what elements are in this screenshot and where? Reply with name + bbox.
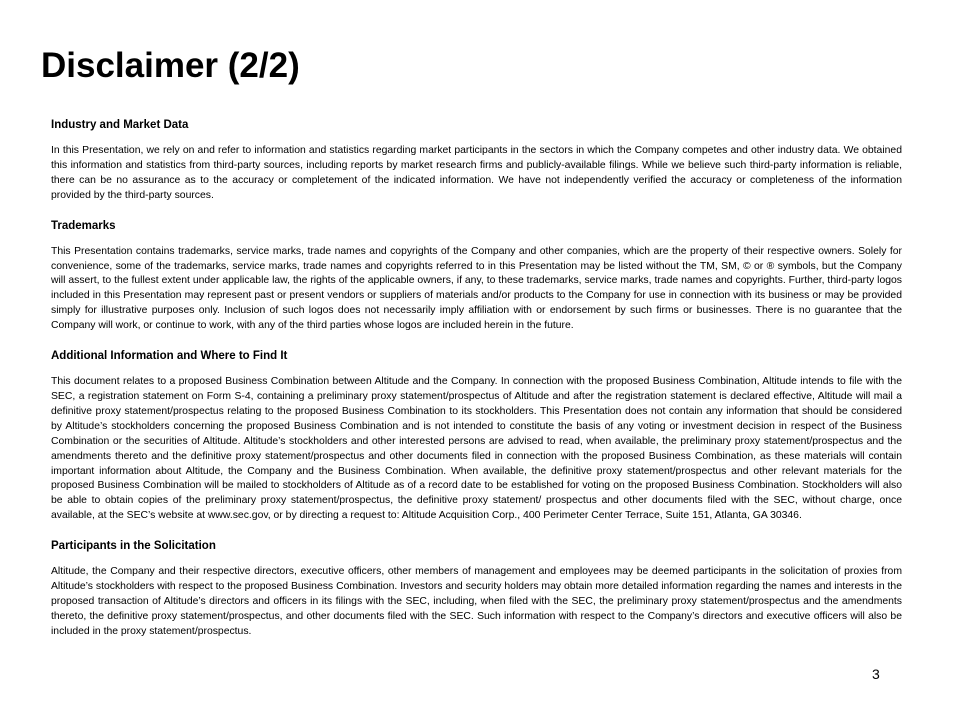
disclaimer-content: [51, 118, 902, 655]
section-body: In this Presentation, we rely on and refer to information and statistics regarding market participants in the sectors in which the Company competes and other industry data. We obtained this information and statistics from third-party sources, including reports by market research firms and publicly-available filings. While we believe such third-party information is reliable, there can be no assurance as to the accuracy or completement of the indicated information. We have not independently verified the accuracy or completeness of the information provided by the third-party sources.: [51, 145, 902, 201]
page-number: 3: [872, 666, 880, 682]
section-industry-market-data: [51, 118, 902, 204]
section-body: Altitude, the Company and their respective directors, executive officers, other members of management and employees may be deemed participants in the solicitation of proxies from Altitude’s stockholders with respect to the proposed Business Combination. Investors and security holders may obtain more detailed information regarding the names and interests in the proposed transaction of Altitude’s directors and officers in its filings with the SEC, including, when filed with the SEC, the preliminary proxy statement/prospectus and the amendments thereto, the definitive proxy statement/prospectus, and other documents filed with the SEC. Such information with respect to the Company’s directors and executive officers will also be included in the proxy statement/prospectus.: [51, 566, 902, 637]
section-heading: Additional Information and Where to Find It: [51, 350, 288, 363]
section-additional-information: [51, 349, 902, 524]
section-body: This Presentation contains trademarks, service marks, trade names and copyrights of the Company and other companies, which are the property of their respective owners. Solely for convenience, some of the trademarks, service marks, trade names and copyrights referred to in this Presentation may be listed without the TM, SM, © or ® symbols, but the Company will assert, to the fullest extent under applicable law, the rights of the applicable owners, if any, to these trademarks, service marks, trade names and copyrights. Further, third-party logos included in this Presentation may represent past or present vendors or suppliers of materials and/or products to the Company for use in connection with its business or may be provided simply for illustrative purposes only. Inclusion of such logos does not necessarily imply affiliation with or endorsement by such firms or businesses. There is no guarantee that the Company will work, or continue to work, with any of the third parties whose logos are included herein in the future.: [51, 245, 902, 332]
section-heading: Participants in the Solicitation: [51, 540, 216, 553]
section-body: This document relates to a proposed Business Combination between Altitude and the Company. In connection with the proposed Business Combination, Altitude intends to file with the SEC, a registration statement on Form S-4, containing a preliminary proxy statement/prospectus of Altitude and after the registration statement is declared effective, Altitude will mail a definitive proxy statement/prospectus relating to the proposed Business Combination to its stockholders. This Presentation does not contain any information that should be considered by Altitude’s stockholders concerning the proposed Business Combination and is not intended to constitute the basis of any voting or investment decision in respect of the Business Combination or the securities of Altitude. Altitude’s stockholders and other interested persons are advised to read, when available, the preliminary proxy statement/prospectus and the amendments thereto and the definitive proxy statement/prospectus and other documents filed in connection with the proposed Business Combination, as these materials will contain important information about Altitude, the Company and the Business Combination. When available, the definitive proxy statement/prospectus and other relevant materials for the proposed Business Combination will be mailed to stockholders of Altitude as of a record date to be established for voting on the proposed Business Combination. Stockholders will also be able to obtain copies of the preliminary proxy statement/prospectus, the definitive proxy statement/ prospectus and other documents filed with the SEC, without charge, once available, at the SEC’s website at www.sec.gov, or by directing a request to: Altitude Acquisition Corp., 400 Perimeter Center Terrace, Suite 151, Atlanta, GA 30346.: [51, 376, 902, 522]
section-heading: Trademarks: [51, 219, 116, 232]
section-heading: Industry and Market Data: [51, 119, 189, 131]
section-trademarks: [51, 219, 902, 334]
section-participants-solicitation: [51, 539, 902, 640]
page-title: Disclaimer (2/2): [41, 46, 300, 85]
